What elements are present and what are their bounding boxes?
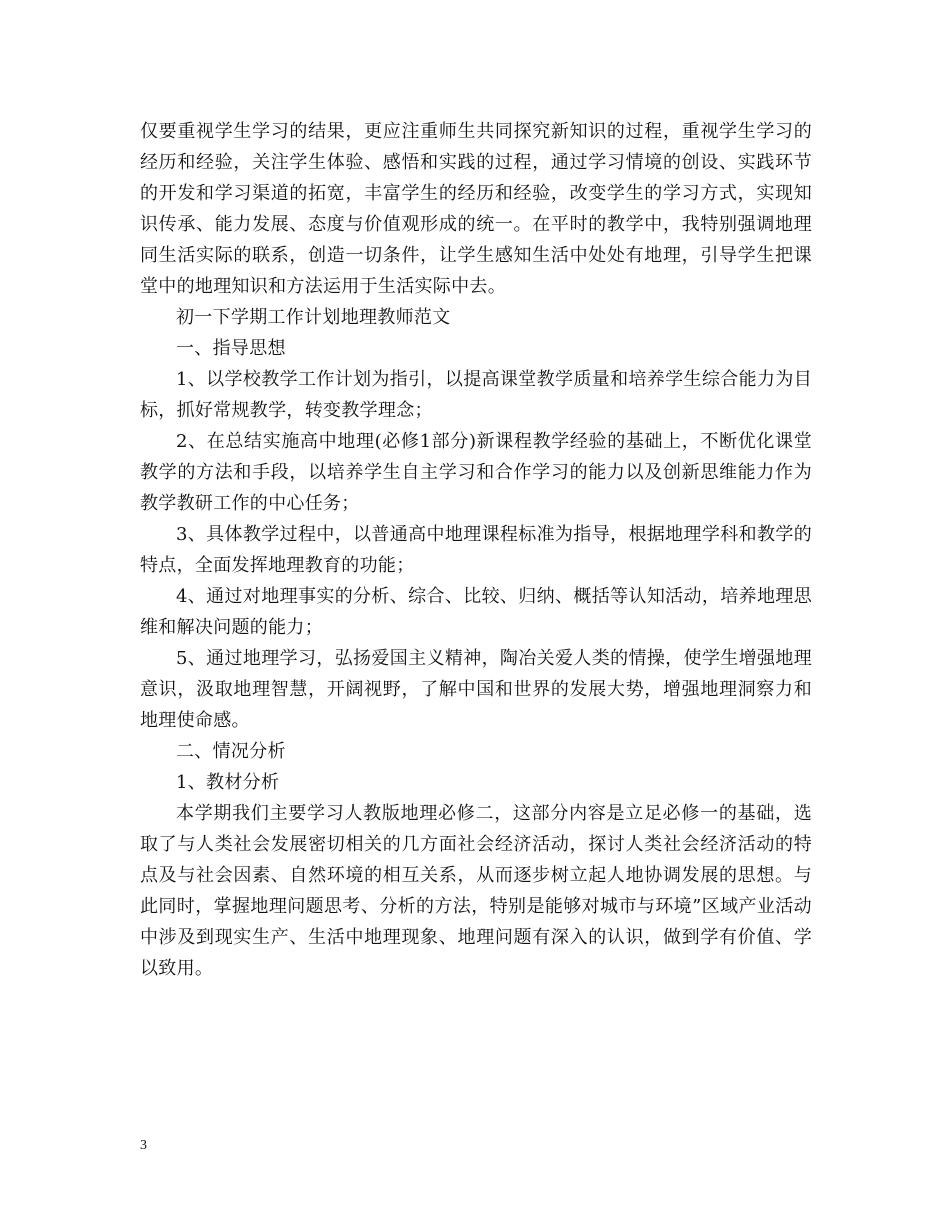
document-body [140,116,812,984]
paragraph-item-4: 4、通过对地理事实的分析、综合、比较、归纳、概括等认知活动，培养地理思维和解决问题的能力； [140,586,812,638]
paragraph-continuation: 仅要重视学生学习的结果，更应注重师生共同探究新知识的过程，重视学生学习的经历和经验，关注学生体验、感悟和实践的过程，通过学习情境的创设、实践环节的开发和学习渠道的拓宽，丰富学生的经历和经验，改变学生的学习方式，实现知识传承、能力发展、态度与价值观形成的统一。在平时的教学中，我特别强调地理同生活实际的联系，创造一切条件，让学生感知生活中处处有地理，引导学生把课堂中的地理知识和方法运用于生活实际中去。 [140,121,812,297]
document-title: 初一下学期工作计划地理教师范文 [176,307,451,328]
section-heading-guiding-ideology: 一、指导思想 [176,338,286,359]
paragraph-item-3: 3、具体教学过程中，以普通高中地理课程标准为指导，根据地理学科和教学的特点，全面发挥地理教育的功能； [140,524,812,576]
paragraph-item-2: 2、在总结实施高中地理(必修1部分)新课程教学经验的基础上，不断优化课堂教学的方法和手段，以培养学生自主学习和合作学习的能力以及创新思维能力作为教学教研工作的中心任务； [140,431,812,514]
section-heading-situation-analysis: 二、情况分析 [176,741,286,762]
subsection-heading-textbook-analysis: 1、教材分析 [176,772,280,793]
paragraph-item-1: 1、以学校教学工作计划为指引，以提高课堂教学质量和培养学生综合能力为目标，抓好常规教学，转变教学理念； [140,369,812,421]
paragraph-textbook-analysis: 本学期我们主要学习人教版地理必修二，这部分内容是立足必修一的基础，选取了与人类社会发展密切相关的几方面社会经济活动，探讨人类社会经济活动的特点及与社会因素、自然环境的相互关系，从而逐步树立起人地协调发展的思想。与此同时，掌握地理问题思考、分析的方法，特别是能够对城市与环境”区域产业活动中涉及到现实生产、生活中地理现象、地理问题有深入的认识，做到学有价值、学以致用。 [140,803,812,979]
page-number: 3 [140,1138,147,1153]
paragraph-item-5: 5、通过地理学习，弘扬爱国主义精神，陶冶关爱人类的情操，使学生增强地理意识，汲取地理智慧，开阔视野，了解中国和世界的发展大势，增强地理洞察力和地理使命感。 [140,648,812,731]
